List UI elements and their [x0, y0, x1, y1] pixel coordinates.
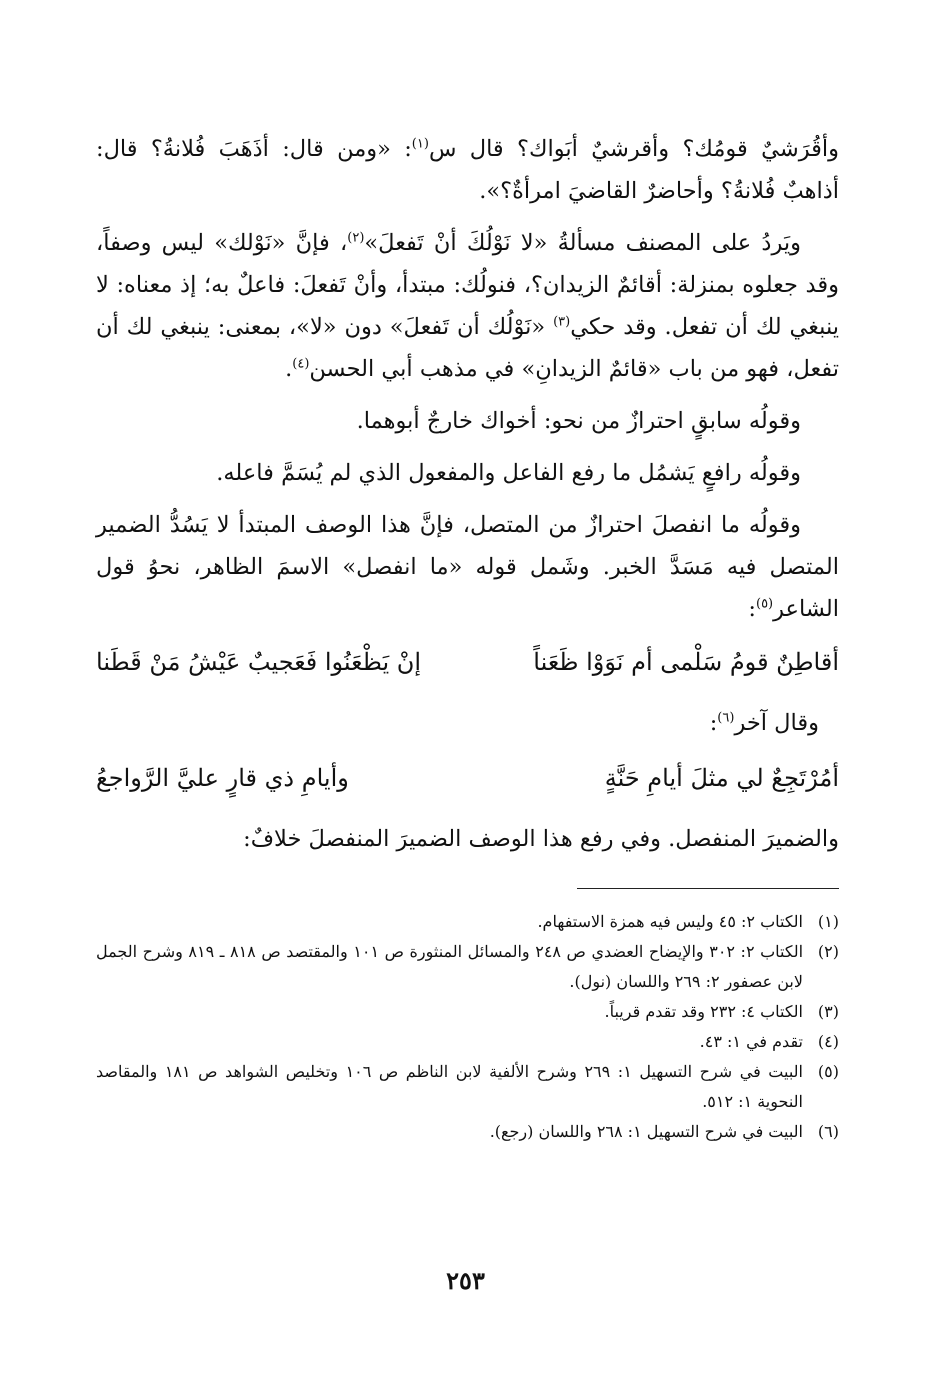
paragraph-2-rest: ، فإنَّ «نَوْلك» ليس وصفاً، وقد جعلوه بمنزلة: أقائمٌ الزيدان؟، فنولُك: مبتدأ، وأنْ تَفعلَ: فاعلٌ به؛ إذ معناه: لا ينبغي لك أن تفعل. وقد حكي — [96, 230, 839, 340]
footnote-text: الكتاب ٢: ٤٥ وليس فيه همزة الاستفهام. — [537, 912, 803, 931]
footnote-2 — [96, 937, 839, 997]
verse-2 — [96, 756, 839, 800]
footnote-4 — [96, 1027, 839, 1057]
footnote-ref-3: (٣) — [553, 314, 571, 330]
footnote-ref-2: (٢) — [347, 230, 365, 246]
paragraph-2-rest-3: . — [285, 356, 293, 382]
footnotes — [96, 907, 839, 1147]
paragraph-4-text: وقولُه رافعٍ يَشمُل ما رفع الفاعل والمفعول الذي لم يُسَمَّ فاعله. — [216, 460, 801, 486]
footnote-ref-6: (٦) — [717, 710, 735, 726]
footnote-text: البيت في شرح التسهيل ١: ٢٦٩ وشرح الألفية لابن الناظم ص ١٠٦ وتخليص الشواهد ص ١٨١ والمقاصد النحوية ١: ٥١٢. — [96, 1062, 803, 1111]
paragraph-1 — [96, 128, 839, 212]
verse-1-first-hemistich: أقاطِنٌ قومُ سَلْمى أم نَوَوْا ظَعَناً — [533, 648, 839, 676]
footnote-6 — [96, 1117, 839, 1147]
verse-2-second-hemistich: وأيامِ ذي قارٍ عليَّ الرَّواجعُ — [96, 764, 349, 792]
footnote-text: البيت في شرح التسهيل ١: ٢٦٨ واللسان (رجع). — [489, 1122, 803, 1141]
footnote-number: (٦) — [817, 1122, 839, 1141]
footnote-ref-5: (٥) — [755, 596, 774, 612]
footnote-3 — [96, 997, 839, 1027]
main-text — [96, 128, 839, 860]
closing-paragraph — [96, 818, 839, 860]
footnote-number: (٣) — [817, 1002, 839, 1021]
footnote-ref-4: (٤) — [292, 356, 310, 372]
closing-text: والضميرَ المنفصل. وفي رفع هذا الوصف الضميرَ المنفصلَ خلافٌ: — [243, 826, 839, 852]
paragraph-5 — [96, 504, 839, 630]
paragraph-5-text: وقولُه ما انفصلَ احترازٌ من المتصل، فإنَّ هذا الوصف المبتدأ لا يَسُدُّ الضمير المتصل فيه مَسَدَّ الخبر. وشَمل قوله «ما انفصل» الاسمَ الظاهر، نحوُ قول الشاعر — [96, 512, 839, 622]
paragraph-1-text: وأقُرَشيٌ قومُك؟ وأقرشيٌ أبَواك؟ قال س — [428, 136, 839, 162]
verse-intro-text: وقال آخر — [734, 710, 819, 736]
verse-1-second-hemistich: إنْ يَظْعَنُوا فَعَجيبٌ عَيْشُ مَنْ قَطَنا — [96, 648, 422, 676]
footnote-number: (٤) — [817, 1032, 839, 1051]
verse-intro — [96, 702, 839, 744]
paragraph-5-rest: : — [748, 596, 756, 622]
footnote-number: (٥) — [817, 1062, 839, 1081]
paragraph-1-rest: : «ومن قال: أذَهَبَ فُلانةُ؟ قال: أذاهبٌ فُلانةُ؟ وأحاضرٌ القاضيَ امرأةٌ؟». — [96, 136, 839, 204]
footnote-ref-1: (١) — [411, 136, 429, 152]
footnote-5 — [96, 1057, 839, 1117]
verse-2-first-hemistich: أمُرْتَجِعٌ لي مثلَ أيامِ حَنَّةٍ — [604, 764, 839, 792]
footnote-text: تقدم في ١: ٤٣. — [699, 1032, 803, 1051]
footnote-text: الكتاب ٢: ٣٠٢ والإيضاح العضدي ص ٢٤٨ والمسائل المنثورة ص ١٠١ والمقتصد ص ٨١٨ ـ ٨١٩ وشرح الجمل لابن عصفور ٢: ٢٦٩ واللسان (نول). — [96, 942, 804, 991]
page-number: ٢٥٣ — [446, 1266, 485, 1295]
paragraph-2 — [96, 222, 839, 390]
verse-intro-rest: : — [709, 710, 718, 736]
paragraph-4 — [96, 452, 839, 494]
footnote-1 — [96, 907, 839, 937]
footnote-number: (٢) — [817, 942, 839, 961]
paragraph-2-text: ويَردُ على المصنف مسألةُ «لا نَوْلُكَ أنْ تَفعلَ» — [364, 230, 801, 256]
paragraph-3 — [96, 400, 839, 442]
footnote-divider — [577, 888, 839, 889]
verse-1 — [96, 640, 839, 684]
paragraph-2-rest-2: «نَوْلُك أن تَفعلَ» دون «لا»، بمعنى: ينبغي لك أن تفعل، فهو من باب «قائمٌ الزيدانِ» في مذهب أبي الحسن — [96, 314, 839, 382]
footnote-text: الكتاب ٤: ٢٣٢ وقد تقدم قريباً. — [604, 1002, 803, 1021]
paragraph-3-text: وقولُه سابقٍ احترازٌ من نحو: أخواك خارجٌ أبوهما. — [356, 408, 801, 434]
footnote-number: (١) — [817, 912, 839, 931]
